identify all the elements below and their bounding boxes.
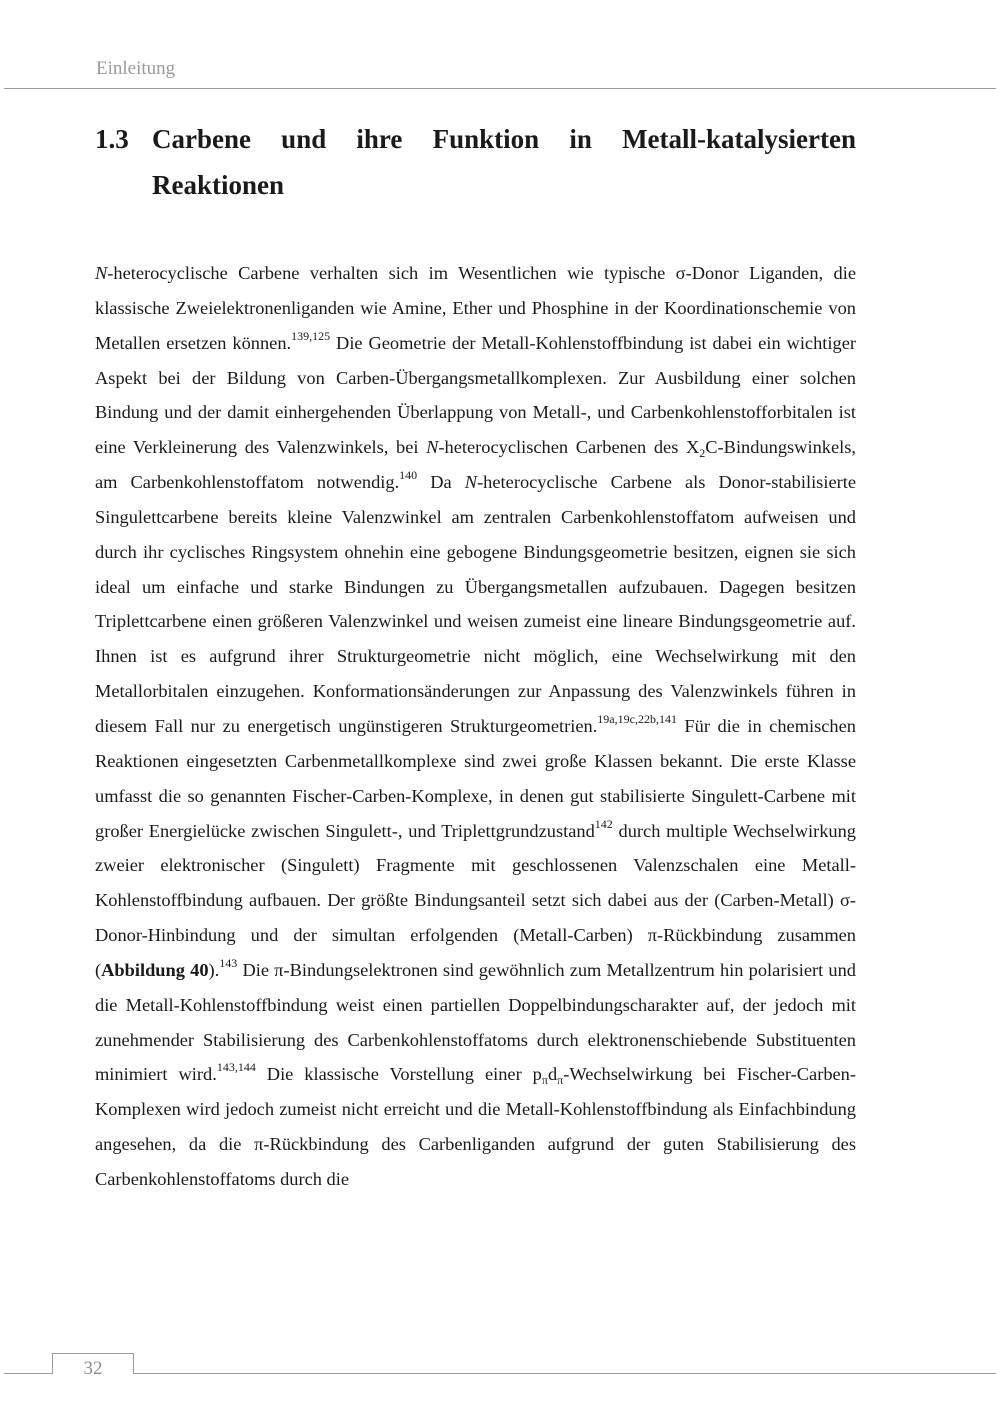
- page-number: 32: [52, 1353, 134, 1374]
- running-header: Einleitung: [96, 58, 176, 79]
- footer-rule: [4, 1373, 996, 1374]
- text-run: -heterocyclische Carbene verhalten sich im Wesentlichen wie typische σ-Donor Liganden, die klassische Zweielektronenliganden wie Amine, Ether und Phosphine in der Koordinationschemie von Metallen ersetzen können.: [95, 263, 856, 353]
- citation-superscript: 19a,19c,22b,141: [597, 711, 677, 726]
- italic-run: N: [426, 437, 439, 458]
- citation-superscript: 143: [219, 955, 238, 970]
- text-run: durch multiple Wechselwirkung zweier elektronischer (Singulett) Fragmente mit geschlossenen Valenzschalen eine Metall-Kohlenstoffbindung aufbauen. Der größte Bindungsanteil setzt sich dabei aus der (Carben-Metall) σ-Donor-Hinbindung und der simultan erfolgenden (Metall-Carben) π-Rückbindung zusammen (: [95, 820, 856, 980]
- citation-superscript: 140: [399, 468, 418, 483]
- text-run: -heterocyclischen Carbenen des X: [438, 437, 700, 458]
- text-run: -heterocyclische Carbene als Donor-stabilisierte Singulettcarbene bereits kleine Valenzwinkel am zentralen Carbenkohlenstoffatom aufweisen und durch ihr cyclisches Ringsystem ohnehin eine gebogene Bindungsgeometrie besitzen, eignen sie sich ideal um einfache und starke Bindungen zu Übergangsmetallen aufzubauen. Dagegen besitzen Triplettcarbene einen größeren Valenzwinkel und weisen zumeist eine lineare Bindungsgeometrie auf. Ihnen ist es aufgrund ihrer Strukturgeometrie nicht möglich, eine Wechselwirkung mit den Metallorbitalen einzugehen. Konformationsänderungen zur Anpassung des Valenzwinkels führen in diesem Fall nur zu energetisch ungünstigeren Strukturgeometrien.: [95, 472, 857, 736]
- subscript: 2: [699, 446, 706, 461]
- italic-run: N: [95, 263, 108, 283]
- header-rule: [4, 88, 996, 89]
- section-heading: [95, 116, 856, 208]
- italic-run: N: [464, 472, 478, 493]
- text-run: Da: [417, 472, 465, 493]
- text-run: Für die in chemischen Reaktionen eingesetzten Carbenmetallkomplexe sind zwei große Klassen bekannt. Die erste Klasse umfasst die so genannten Fischer-Carben-Komplexe, in denen gut stabilisierte Singulett-Carbene mit großer Energielücke zwischen Singulett-, und Triplettgrundzustand: [95, 715, 856, 841]
- text-run: d: [547, 1064, 558, 1085]
- section-title: Carbene und ihre Funktion in Metall-katalysierten Reaktionen: [152, 124, 856, 200]
- citation-superscript: 142: [594, 816, 613, 831]
- text-run: C-Bindungswinkels, am Carbenkohlenstoffatom notwendig.: [95, 437, 856, 493]
- text-run: Die klassische Vorstellung einer p: [255, 1064, 542, 1085]
- subscript: π: [557, 1073, 564, 1088]
- figure-reference: Abbildung 40: [101, 959, 209, 980]
- text-run: Die π-Bindungselektronen sind gewöhnlich zum Metallzentrum hin polarisiert und die Metall-Kohlenstoffbindung weist einen partiellen Doppelbindungscharakter auf, der jedoch mit zunehmender Stabilisierung des Carbenkohlenstoffatoms durch elektronenschiebende Substituenten minimiert wird.: [95, 959, 856, 1085]
- citation-superscript: 143,144: [216, 1060, 256, 1075]
- subscript: π: [541, 1073, 548, 1088]
- text-run: ).: [208, 959, 220, 980]
- section-number: 1.3: [95, 124, 129, 154]
- citation-superscript: 139,125: [291, 328, 331, 343]
- body-paragraph: [95, 256, 856, 1197]
- text-run: -Wechselwirkung bei Fischer-Carben-Komplexen wird jedoch zumeist nicht erreicht und die Metall-Kohlenstoffbindung als Einfachbindung angesehen, da die π-Rückbindung des Carbenliganden aufgrund der guten Stabilisierung des Carbenkohlenstoffatoms durch die: [95, 1064, 856, 1189]
- text-run: Die Geometrie der Metall-Kohlenstoffbindung ist dabei ein wichtiger Aspekt bei der Bildung von Carben-Übergangsmetallkomplexen. Zur Ausbildung einer solchen Bindung und der damit einhergehenden Überlappung von Metall-, und Carbenkohlenstofforbitalen ist eine Verkleinerung des Valenzwinkels, bei: [95, 332, 856, 458]
